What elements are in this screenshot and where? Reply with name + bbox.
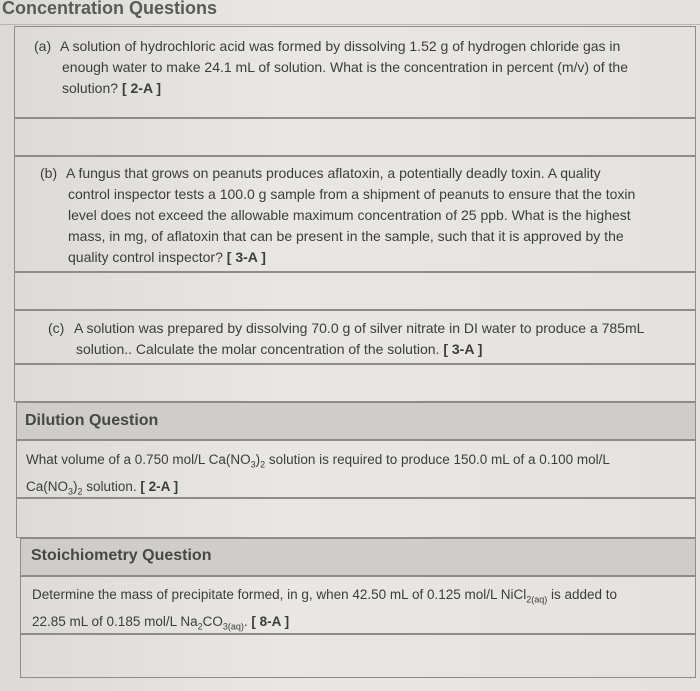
dilution-header: Dilution Question <box>25 412 159 429</box>
question-b-text <box>40 163 695 268</box>
question-b-line: quality control inspector? <box>68 249 223 265</box>
text-run: CO <box>202 613 223 629</box>
question-b-line: control inspector tests a 100.0 g sample from a shipment of peanuts to ensure that the toxin <box>68 186 636 202</box>
dilution-answer-cell[interactable] <box>16 498 696 538</box>
stoich-answer-cell[interactable] <box>20 634 696 678</box>
subscript: 2(aq) <box>526 594 548 605</box>
text-run: . <box>243 613 248 629</box>
question-a-line: enough water to make 24.1 mL of solution. What is the concentration in percent (m/v) of the <box>62 59 629 75</box>
text-run: is added to <box>547 587 618 602</box>
question-b-line: mass, in mg, of aflatoxin that can be present in the sample, such that it is approved by the <box>68 228 624 244</box>
stoich-ref: [ 8-A ] <box>251 613 290 629</box>
subscript: 2 <box>197 621 203 632</box>
question-c-line: A solution was prepared by dissolving 70.0 g of silver nitrate in DI water to produce a 785mL <box>74 320 645 336</box>
text-run: Determine the mass of precipitate formed, in g, when 42.50 mL of 0.125 mol/L NiCl <box>32 587 527 602</box>
text-run: solution. <box>82 478 137 494</box>
dilution-ref: [ 2-A ] <box>140 478 179 494</box>
question-c-text <box>48 318 693 360</box>
subscript: 2 <box>77 486 83 497</box>
question-b-label: (b) <box>40 165 58 181</box>
question-a-line: solution? <box>62 80 119 96</box>
question-c-label: (c) <box>48 320 65 336</box>
stoich-question-text <box>32 584 692 637</box>
text-run: What volume of a 0.750 mol/L Ca(NO <box>26 452 251 467</box>
subscript: 2 <box>260 459 266 470</box>
subscript: 3 <box>250 459 256 470</box>
question-b-line: A fungus that grows on peanuts produces aflatoxin, a potentially deadly toxin. A quality <box>66 165 601 181</box>
question-a-text <box>34 36 694 99</box>
question-b-line: level does not exceed the allowable maximum concentration of 25 ppb. What is the highest <box>68 207 631 223</box>
question-b-ref: [ 3-A ] <box>226 249 266 265</box>
question-c-line: solution.. Calculate the molar concentration of the solution. <box>76 341 440 357</box>
text-run: Ca(NO <box>26 478 69 494</box>
text-run: ) <box>255 452 261 467</box>
stoich-header: Stoichiometry Question <box>31 547 212 564</box>
text-run: solution is required to produce 150.0 mL of a 0.100 mol/L <box>265 452 610 467</box>
subscript: 3(aq) <box>222 621 244 632</box>
question-c-ref: [ 3-A ] <box>443 341 483 357</box>
dilution-question-text <box>26 449 691 502</box>
text-run: 22.85 mL of 0.185 mol/L Na <box>32 613 198 629</box>
question-a-label: (a) <box>34 38 52 54</box>
divider <box>0 24 700 25</box>
subscript: 3 <box>68 486 74 497</box>
text-run: ) <box>73 478 78 494</box>
question-a-line: A solution of hydrochloric acid was formed by dissolving 1.52 g of hydrogen chloride gas in <box>60 38 621 54</box>
page-title: Concentration Questions <box>2 0 218 18</box>
answer-a-cell[interactable] <box>14 118 696 156</box>
answer-b-cell[interactable] <box>14 272 696 310</box>
question-a-ref: [ 2-A ] <box>121 80 162 96</box>
answer-c-cell[interactable] <box>14 364 696 402</box>
